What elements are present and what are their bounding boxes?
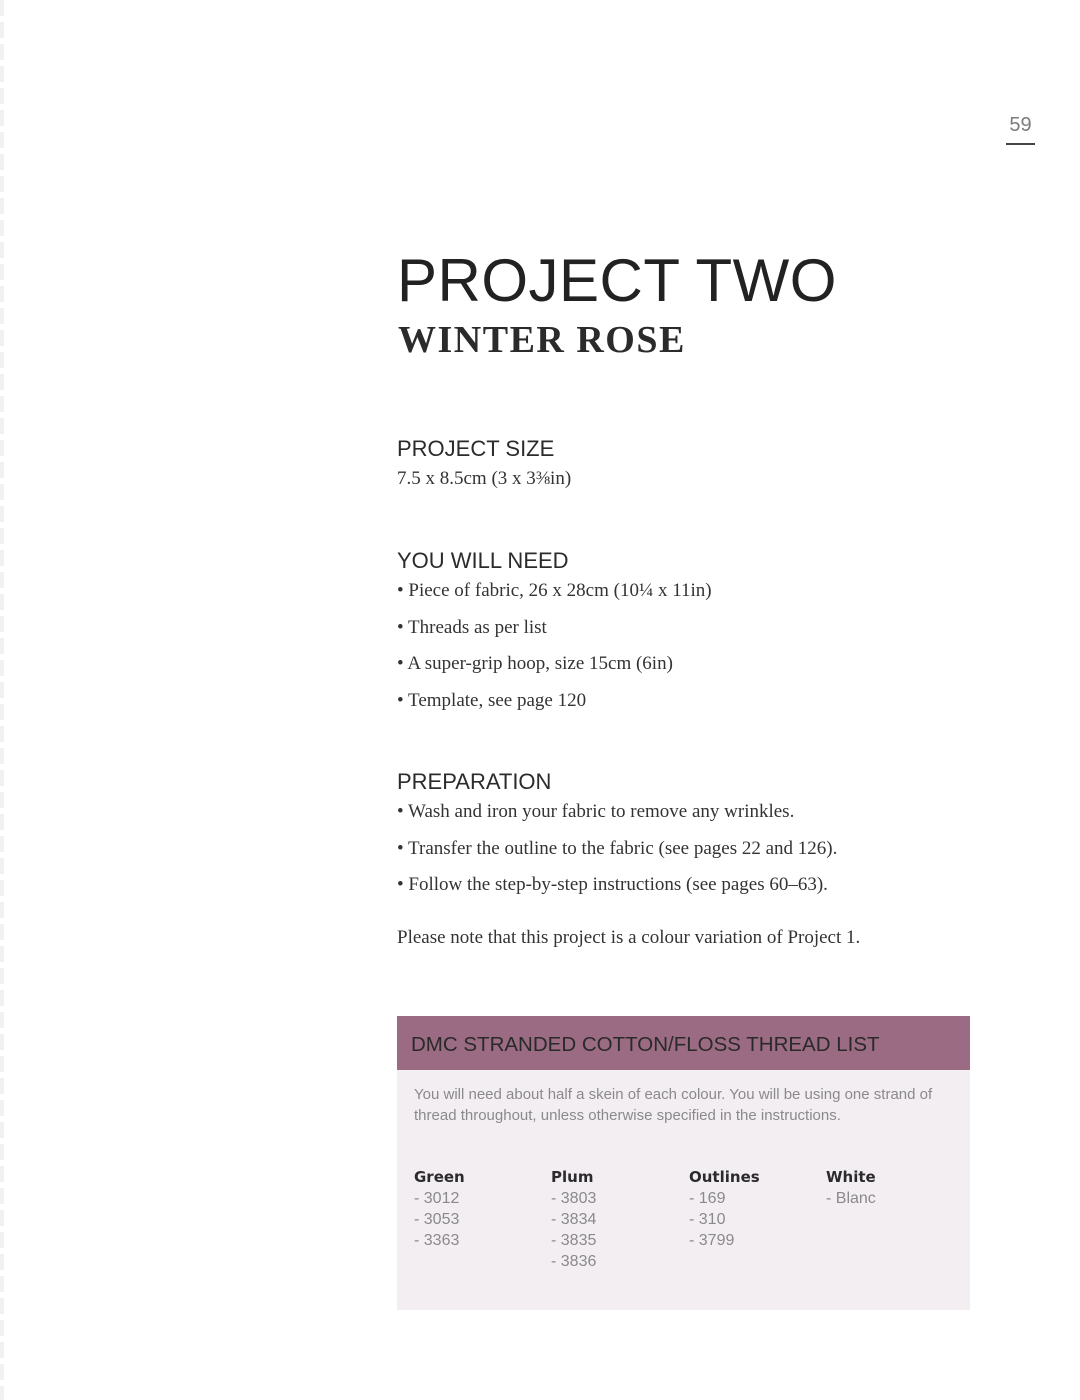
thread-list-box xyxy=(397,1016,970,1310)
thread-column-items xyxy=(689,1188,819,1251)
preparation-list xyxy=(397,801,837,911)
project-size-heading: PROJECT SIZE xyxy=(397,436,555,461)
thread-item: - 3803 xyxy=(551,1190,597,1207)
thread-column-green xyxy=(414,1167,544,1251)
list-item: • Threads as per list xyxy=(397,616,547,638)
thread-column-name: Green xyxy=(414,1168,465,1186)
you-will-need-heading: YOU WILL NEED xyxy=(397,548,569,573)
thread-column-items xyxy=(551,1188,681,1272)
preparation-heading: PREPARATION xyxy=(397,769,552,794)
thread-column-plum xyxy=(551,1167,681,1272)
thread-item: - 169 xyxy=(689,1190,726,1207)
list-item: • Piece of fabric, 26 x 28cm (10¼ x 11in) xyxy=(397,580,712,601)
page-number: 59 xyxy=(1006,114,1035,145)
thread-item: - 3835 xyxy=(551,1232,597,1249)
list-item: • Wash and iron your fabric to remove any wrinkles. xyxy=(397,801,795,822)
thread-column-outlines xyxy=(689,1167,819,1251)
colour-variation-note: Please note that this project is a colour variation of Project 1. xyxy=(397,927,861,948)
list-item: • Template, see page 120 xyxy=(397,689,587,711)
thread-list-header xyxy=(397,1016,970,1070)
page-title: PROJECT TWO xyxy=(397,247,837,314)
thread-item: - 3799 xyxy=(689,1232,735,1249)
you-will-need-list xyxy=(397,580,712,726)
thread-column-name: Outlines xyxy=(689,1168,760,1186)
thread-list-title: DMC STRANDED COTTON/FLOSS THREAD LIST xyxy=(411,1033,880,1056)
thread-column-items xyxy=(414,1188,544,1251)
list-item: • Transfer the outline to the fabric (see pages 22 and 126). xyxy=(397,837,838,859)
thread-item: - 3363 xyxy=(414,1232,460,1249)
thread-item: - 3012 xyxy=(414,1190,460,1207)
thread-item: - 3834 xyxy=(551,1211,597,1228)
thread-item: - Blanc xyxy=(826,1190,876,1207)
page-subtitle: WINTER ROSE xyxy=(398,319,686,361)
thread-item: - 3053 xyxy=(414,1211,460,1228)
project-size-value: 7.5 x 8.5cm (3 x 3⅜in) xyxy=(397,468,572,489)
thread-list-note: You will need about half a skein of each colour. You will be using one strand of thread throughout, unless otherwise specified in the instructions. xyxy=(414,1086,933,1124)
list-item: • Follow the step-by-step instructions (see pages 60–63). xyxy=(397,874,828,895)
thread-column-name: Plum xyxy=(551,1168,594,1186)
thread-item: - 3836 xyxy=(551,1253,597,1270)
thread-column-white xyxy=(826,1167,956,1209)
page-edge-decoration xyxy=(0,0,4,1400)
list-item: • A super-grip hoop, size 15cm (6in) xyxy=(397,653,673,674)
thread-column-items xyxy=(826,1188,956,1209)
thread-item: - 310 xyxy=(689,1211,726,1228)
thread-column-name: White xyxy=(826,1168,876,1186)
